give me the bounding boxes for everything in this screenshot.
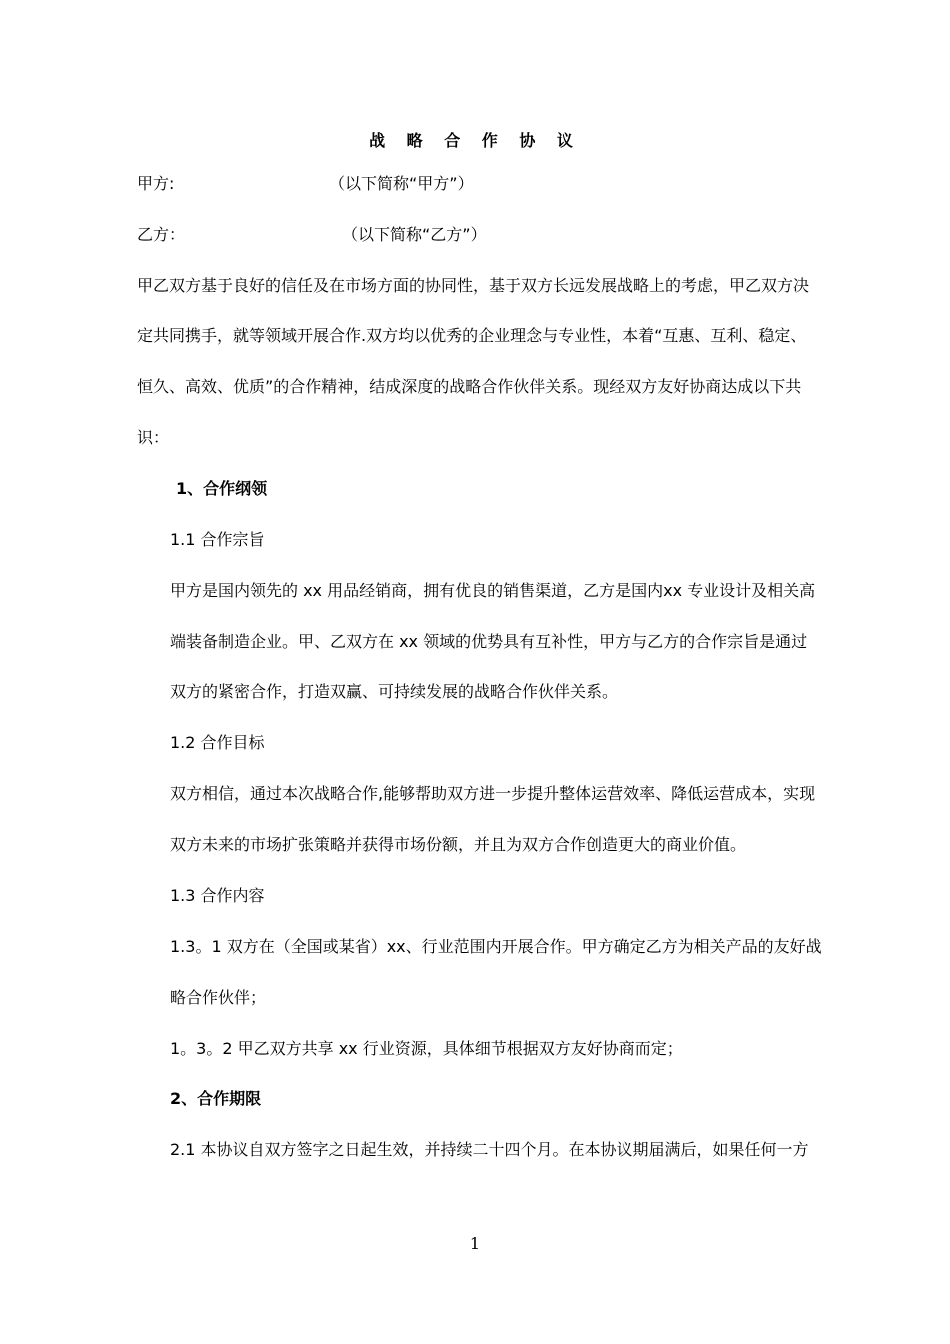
paragraph-line: 双方相信，通过本次战略合作,能够帮助双方进一步提升整体运营效率、降低运营成本，实现: [170, 784, 816, 803]
paragraph-line: 端装备制造企业。甲、乙双方在 xx 领域的优势具有互补性，甲方与乙方的合作宗旨是通过: [170, 632, 808, 651]
party-b-label: 乙方：: [137, 225, 186, 244]
intro-line: 恒久、高效、优质”的合作精神，结成深度的战略合作伙伴关系。现经双方友好协商达成以下共: [137, 377, 802, 396]
paragraph-line: 1。3。2 甲乙双方共享 xx 行业资源，具体细节根据双方友好协商而定；: [170, 1039, 683, 1058]
paragraph-line: 双方未来的市场扩张策略并获得市场份额，并且为双方合作创造更大的商业价值。: [170, 835, 747, 854]
party-a-note: （以下简称“甲方”）: [329, 174, 474, 193]
paragraph-line: 略合作伙伴；: [170, 988, 267, 1007]
party-b-note: （以下简称“乙方”）: [342, 225, 487, 244]
party-a-label: 甲方:: [137, 174, 175, 193]
section-1-3-heading: 1.3 合作内容: [170, 886, 265, 905]
document-title: 战 略 合 作 协 议: [369, 131, 581, 150]
intro-line: 定共同携手，就等领域开展合作.双方均以优秀的企业理念与专业性，本着“互惠、互利、稳定、: [137, 326, 807, 345]
paragraph-line: 2.1 本协议自双方签字之日起生效，并持续二十四个月。在本协议期届满后，如果任何一方: [170, 1140, 809, 1159]
section-1-heading: 1、合作纲领: [176, 479, 268, 498]
paragraph-line: 甲方是国内领先的 xx 用品经销商，拥有优良的销售渠道，乙方是国内xx 专业设计及相关高: [170, 581, 816, 600]
paragraph-line: 双方的紧密合作，打造双赢、可持续发展的战略合作伙伴关系。: [170, 682, 619, 701]
intro-line: 识：: [137, 428, 170, 447]
section-1-1-heading: 1.1 合作宗旨: [170, 530, 265, 549]
section-1-2-heading: 1.2 合作目标: [170, 733, 265, 752]
page-number: 1: [469, 1234, 481, 1253]
paragraph-line: 1.3。1 双方在（全国或某省）xx、行业范围内开展合作。甲方确定乙方为相关产品的友好战: [170, 937, 822, 956]
intro-line: 甲乙双方基于良好的信任及在市场方面的协同性，基于双方长远发展战略上的考虑，甲乙双方决: [137, 276, 810, 295]
section-2-heading: 2、合作期限: [170, 1089, 262, 1108]
